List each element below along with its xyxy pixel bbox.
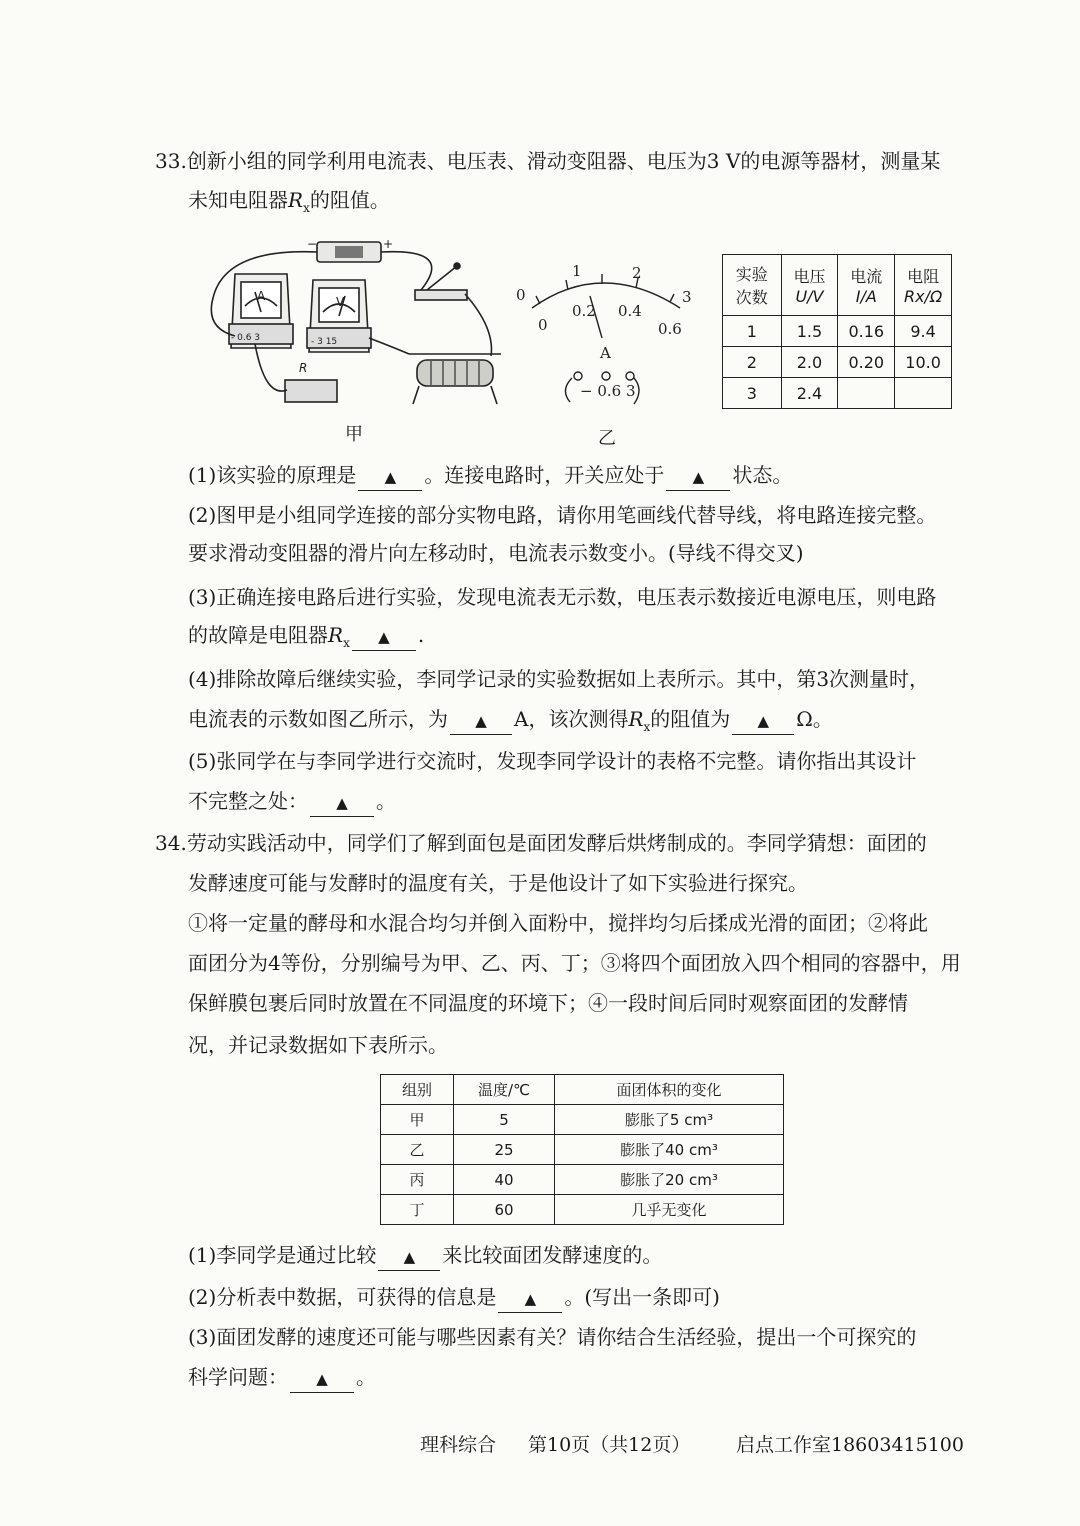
svg-text:3: 3 [682, 288, 692, 306]
resistor-icon [285, 380, 337, 402]
answer-blank[interactable]: ▲ [352, 622, 416, 651]
svg-text:A: A [257, 289, 266, 303]
svg-text:R: R [299, 361, 308, 375]
q34-part1: (1)李同学是通过比较 ▲ 来比较面团发酵速度的。 [188, 1238, 662, 1272]
table-header-cell: 实验 次数 [723, 255, 782, 316]
q34-stem-line1: 34.劳动实践活动中，同学们了解到面包是面团发酵后烘烤制成的。李同学猜想：面团的 [155, 831, 927, 855]
svg-text:0.2: 0.2 [572, 302, 596, 320]
svg-text:0.6: 0.6 [658, 320, 682, 338]
q33-part4-line1: (4)排除故障后继续实验，李同学记录的实验数据如上表所示。其中，第3次测量时， [188, 667, 930, 691]
table-row: 丙 40 膨胀了20 cm³ [381, 1165, 784, 1195]
answer-blank[interactable]: ▲ [310, 788, 374, 817]
q33-part4-line2: 电流表的示数如图乙所示，为 ▲ A，该次测得$R_x$的阻值为 ▲ Ω。 [188, 707, 833, 734]
answer-blank[interactable]: ▲ [358, 462, 422, 491]
q34-part2: (2)分析表中数据，可获得的信息是 ▲ 。(写出一条即可) [188, 1280, 720, 1314]
svg-text:0: 0 [538, 316, 548, 334]
q34-stem-line2: 发酵速度可能与发酵时的温度有关，于是他设计了如下实验进行探究。 [188, 871, 808, 895]
answer-blank[interactable]: ▲ [378, 1242, 440, 1271]
table-row: 丁 60 几乎无变化 [381, 1195, 784, 1225]
table-row: 甲 5 膨胀了5 cm³ [381, 1105, 784, 1135]
table-header-row: 组别 温度/℃ 面团体积的变化 [381, 1075, 784, 1105]
caption-yi: 乙 [598, 428, 616, 449]
q34-part3-line2: 科学问题： ▲ 。 [188, 1360, 376, 1394]
caption-jia: 甲 [345, 424, 363, 445]
answer-blank[interactable]: ▲ [290, 1364, 354, 1393]
table-header-cell: 电流 I/A [838, 255, 895, 316]
q33-part3-line2: 的故障是电阻器$R_x$ ▲ . [188, 623, 425, 650]
table-row: 1 1.5 0.16 9.4 [723, 316, 952, 347]
q34-stem-line5: 保鲜膜包裹后同时放置在不同温度的环境下；④一段时间后同时观察面团的发酵情 [188, 991, 908, 1015]
svg-text:A: A [600, 344, 611, 362]
q34-dough-table [380, 1074, 784, 1225]
q33-part2-line1: (2)图甲是小组同学连接的部分实物电路，请你用笔画线代替导线，将电路连接完整。 [188, 503, 937, 527]
svg-text:0: 0 [516, 286, 526, 304]
svg-text:0.4: 0.4 [618, 302, 642, 320]
table-row: 乙 25 膨胀了40 cm³ [381, 1135, 784, 1165]
svg-text:+: + [383, 237, 394, 251]
q34-stem-line3: ①将一定量的酵母和水混合均匀并倒入面粉中，搅拌均匀后揉成光滑的面团；②将此 [188, 911, 928, 935]
switch-icon [415, 290, 467, 300]
svg-text:1: 1 [572, 262, 582, 280]
q34-number: 34. [155, 831, 187, 855]
q33-data-table [722, 254, 952, 409]
answer-blank[interactable]: ▲ [498, 1284, 562, 1313]
table-header-row [723, 255, 952, 316]
q33-stem-line2: 未知电阻器$R_x$的阻值。 [188, 188, 390, 215]
q34-stem-line6: 况，并记录数据如下表所示。 [188, 1033, 448, 1057]
table-header-cell: 电阻 Rx/Ω [895, 255, 952, 316]
table-header-cell: 电压 U/V [781, 255, 838, 316]
answer-blank[interactable]: ▲ [732, 706, 794, 735]
svg-text:2: 2 [632, 264, 642, 282]
table-row: 3 2.4 [723, 378, 952, 409]
q33-stem-line1: 33.创新小组的同学利用电流表、电压表、滑动变阻器、电压为3 V的电源等器材，测量某 [155, 149, 941, 173]
svg-text:- 0.6 3: - 0.6 3 [231, 333, 261, 343]
answer-blank[interactable]: ▲ [666, 462, 730, 491]
circuit-figure-jia [195, 228, 515, 418]
q34-stem-line4: 面团分为4等份，分别编号为甲、乙、丙、丁；③将四个面团放入四个相同的容器中，用 [188, 951, 961, 975]
q34-part3-line1: (3)面团发酵的速度还可能与哪些因素有关？请你结合生活经验，提出一个可探究的 [188, 1325, 917, 1349]
svg-text:−: − [307, 237, 318, 251]
q33-part5-line1: (5)张同学在与李同学进行交流时，发现李同学设计的表格不完整。请你指出其设计 [188, 749, 917, 773]
q33-part1: (1)该实验的原理是 ▲ 。连接电路时，开关应处于 ▲ 状态。 [188, 458, 792, 492]
table-row: 2 2.0 0.20 10.0 [723, 347, 952, 378]
q33-part2-line2: 要求滑动变阻器的滑片向左移动时，电流表示数变小。(导线不得交叉) [188, 541, 804, 565]
footer-page-number: 第10页（共12页） [528, 1434, 691, 1456]
footer-subject: 理科综合 [420, 1434, 497, 1456]
ammeter-scale-figure-yi [510, 258, 700, 418]
q33-number: 33. [155, 149, 187, 173]
svg-text:- 3 15: - 3 15 [311, 337, 338, 347]
q33-part3-line1: (3)正确连接电路后进行实验，发现电流表无示数，电压表示数接近电源电压，则电路 [188, 585, 937, 609]
q33-part5-line2: 不完整之处： ▲ 。 [188, 784, 396, 818]
answer-blank[interactable]: ▲ [450, 706, 512, 735]
svg-text:− 0.6 3: − 0.6 3 [580, 382, 636, 400]
footer-studio: 启点工作室18603415100 [736, 1434, 964, 1456]
svg-text:V: V [336, 295, 345, 309]
